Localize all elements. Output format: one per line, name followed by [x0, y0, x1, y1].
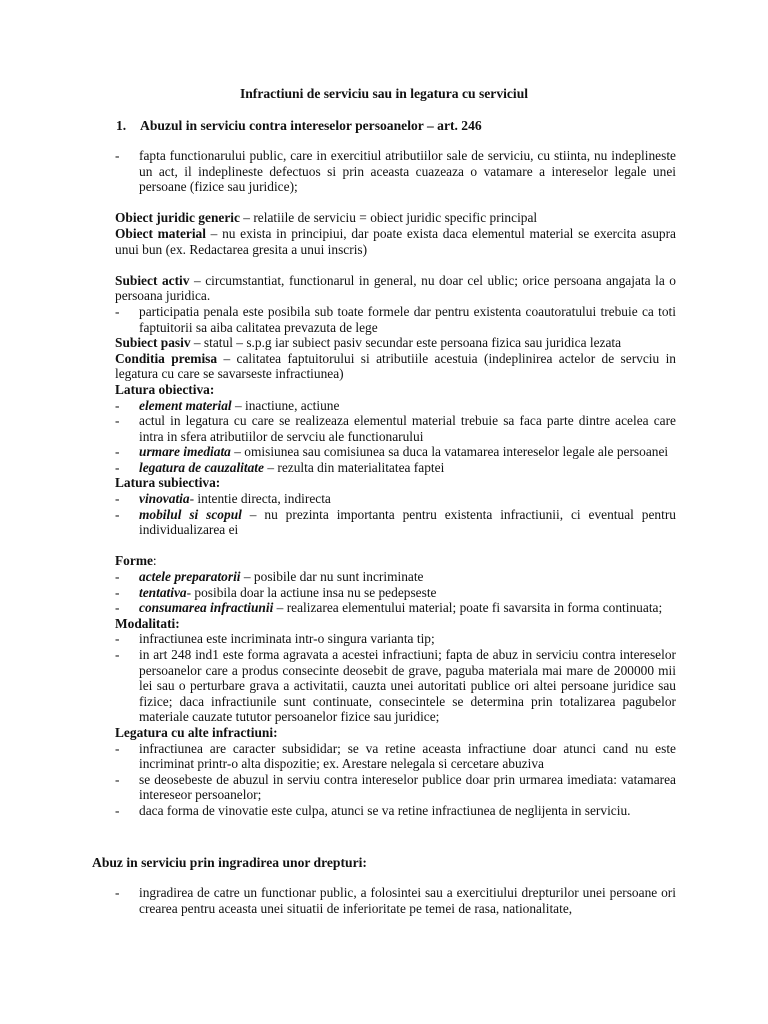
label-legatura: Legatura cu alte infractiuni: — [115, 724, 278, 740]
paragraph-conditia-premisa: Conditia premisa – calitatea faptuitorului si atributiile acestuia (indeplinirea actelor de servciu in legatura cu care se savarseste infractiunea) — [115, 350, 676, 382]
section-heading-text: Abuzul in serviciu contra intereselor persoanelor – art. 246 — [140, 118, 482, 133]
list-item: - actul in legatura cu care se realizeaza elementul material trebuie sa faca parte dintre acelea care intra in sfera atributiilor de servciu ale functionarului — [115, 413, 676, 444]
list-item: - element material – inactiune, actiune — [115, 397, 340, 413]
list-item: - mobilul si scopul – nu prezinta importanta pentru existenta infractiunii, ci eventual pentru individualizarea ei — [115, 506, 676, 538]
list-item: - consumarea infractiunii – realizarea elementului material; poate fi savarsita in forma continuata; — [115, 600, 663, 616]
section-heading-1 — [116, 118, 482, 134]
list-item: - se deosebeste de abuzul in serviu contra intereselor publice doar prin urmarea imediata: vatamarea intereseor persoanelor; — [115, 771, 676, 803]
list-item: - infractiunea este incriminata intr-o singura varianta tip; — [115, 631, 435, 647]
list-item: - in art 248 ind1 este forma agravata a acestei infractiuni; fapta de abuz in serviciu contra intereselor persoanelor care a produs consecinte deosebit de grave, paguba materiala mai mare de 200000 mii lei sau o perturbare grava a activitatii, cauzta unei autoritati publice ori altei persoane juridice sau fizice; daca infractiunile sunt continuate, consecintele se determina prin totalizarea pagubelor materiale cauzate tututor persoanelor fizice sau juridice; — [115, 647, 676, 725]
list-item: - actele preparatorii – posibile dar nu sunt incriminate — [115, 569, 424, 585]
list-item: - ingradirea de catre un functionar public, a folosintei sau a exercitiului drepturilor unei persoane ori crearea pentru aceasta unei situatii de inferioritate pe temei de rasa, nationalitate, — [115, 885, 676, 916]
section-heading-2: Abuz in serviciu prin ingradirea unor drepturi: — [92, 855, 367, 870]
label-latura-obiectiva: Latura obiectiva: — [115, 381, 215, 397]
paragraph-obiect-generic: Obiect juridic generic – relatiile de serviciu = obiect juridic specific principal — [115, 210, 538, 226]
label-modalitati: Modalitati: — [115, 615, 180, 631]
document-title: Infractiuni de serviciu sau in legatura cu serviciul — [239, 86, 529, 101]
list-item: - legatura de cauzalitate – rezulta din materialitatea faptei — [115, 459, 445, 475]
label-latura-subiectiva: Latura subiectiva: — [115, 475, 221, 491]
list-item: - tentativa- posibila doar la actiune insa nu se pedepseste — [115, 584, 437, 600]
section-2-body — [115, 885, 676, 916]
list-item: - vinovatia- intentie directa, indirecta — [115, 491, 331, 507]
list-item: - fapta functionarului public, care in exercitiul atributiilor sale de serviciu, cu stiinta, nu indeplineste un act, il indeplineste defectuos si prin aceasta cuazeaza o vatamare a intereselor legale unei persoane (fizice sau juridice); — [115, 148, 676, 195]
label-forme: Forme: — [115, 553, 157, 569]
paragraph-obiect-material: Obiect material – nu exista in principiui, dar poate exista daca elementul material se exercita asupra unui bun (ex. Redactarea gresita a unui inscris) — [115, 225, 676, 257]
section-1-body — [115, 148, 676, 819]
paragraph-subiect-activ: Subiect activ – circumstantiat, functionarul in general, nu doar cel ublic; orice persoana angajata la o persoana juridica. — [115, 272, 676, 304]
list-item: - infractiunea are caracter subsididar; se va retine aceasta infractiune doar atunci cand nu este incriminat printr-o alta dispozitie; ex. Arestare nelegala si cercetare abuziva — [115, 740, 676, 772]
list-item: - urmare imediata – omisiunea sau comisiunea sa duca la vatamarea intereselor legale ale persoanei — [115, 444, 669, 460]
list-item: - participatia penala este posibila sub toate formele dar pentru existenta coautoratului trebuie ca toti faptuitorii sa aiba calitatea prevazuta de lege — [115, 303, 676, 335]
list-item: - daca forma de vinovatie este culpa, atunci se va retine infractiunea de neglijenta in serviciu. — [115, 802, 631, 818]
paragraph-subiect-pasiv: Subiect pasiv – statul – s.p.g iar subiect pasiv secundar este persoana fizica sau juridica lezata — [115, 335, 622, 351]
section-number: 1. — [116, 118, 127, 133]
